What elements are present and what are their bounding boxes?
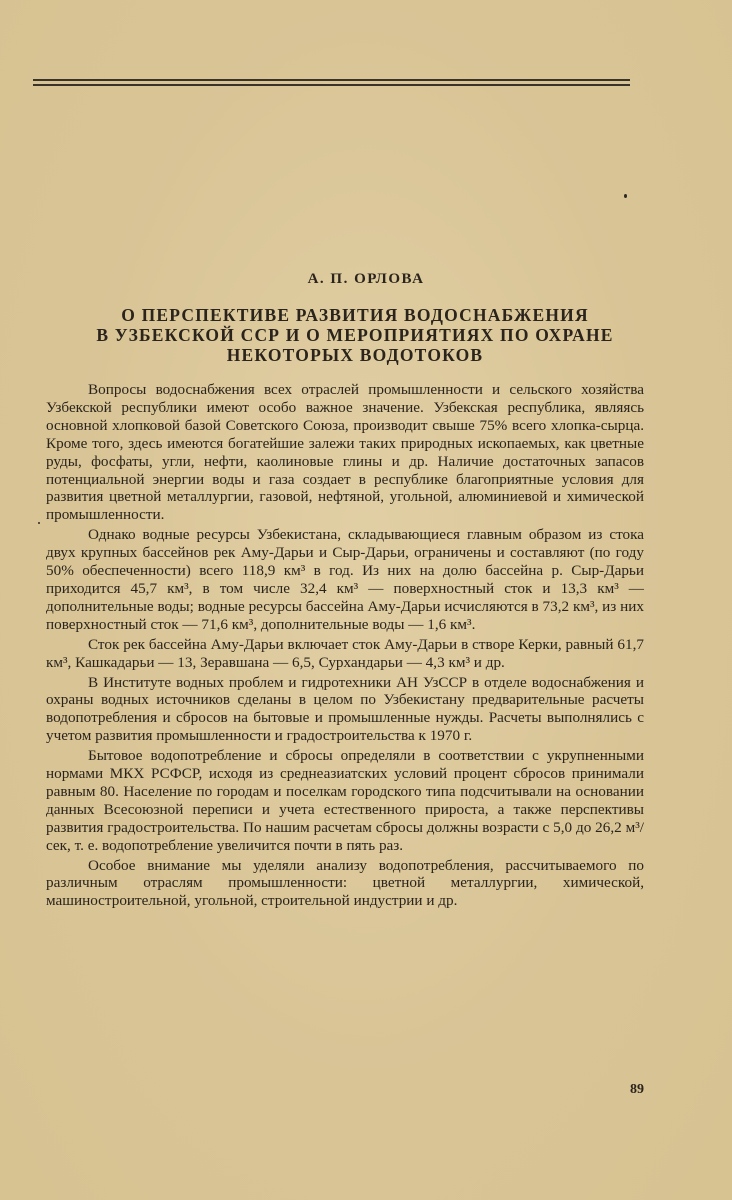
body-paragraph: Бытовое водопотребление и сбросы определяли в соответствии с укрупненными нормами МКХ РСФСР, исходя из среднеазиатских условий процент сбросов принимали равным 80. Население по городам и поселкам городского типа подсчитывали на основании данных Всесоюзной переписи и учета естественного прироста, а также перспективы развития градостроительства. По нашим расчетам сбросы должны возрасти с 5,0 до 26,2 м³/сек, т. е. водопотребление увеличится почти в пять раз. [46,747,644,854]
article-body [46,381,644,910]
header-rule-top [33,79,630,81]
header-rule-bottom [33,84,630,86]
title-line: В УЗБЕКСКОЙ ССР И О МЕРОПРИЯТИЯХ ПО ОХРАНЕ [96,325,614,345]
speck-mark [624,194,627,198]
speck-mark [38,522,40,524]
page-number: 89 [630,1082,644,1097]
article-title [60,305,650,365]
body-paragraph: Сток рек бассейна Аму-Дарьи включает сток Аму-Дарьи в створе Керки, равный 61,7 км³, Кашкадарьи — 13, Зеравшана — 6,5, Сурхандарьи — 4,3 км³ и др. [46,635,644,671]
body-paragraph: Особое внимание мы уделяли анализу водопотребления, рассчитываемого по различным отраслям промышленности: цветной металлургии, химической, машиностроительной, угольной, строительной индустрии и др. [46,856,644,910]
body-paragraph: Однако водные ресурсы Узбекистана, складывающиеся главным образом из стока двух крупных бассейнов рек Аму-Дарьи и Сыр-Дарьи, ограничены и составляют (по году 50% обеспеченности) всего 118,9 км³ в год. Из них на долю бассейна р. Сыр-Дарьи приходится 45,7 км³, в том числе 32,4 км³ — поверхностный сток и 13,3 км³ — дополнительные воды; водные ресурсы бассейна Аму-Дарьи исчисляются в 73,2 км³, из них поверхностный сток — 71,6 км³, дополнительные воды — 1,6 км³. [46,526,644,633]
body-paragraph: Вопросы водоснабжения всех отраслей промышленности и сельского хозяйства Узбекской республики имеют особо важное значение. Узбекская республика, являясь основной хлопковой базой Советского Союза, производит свыше 75% всего хлопка-сырца. Кроме того, здесь имеются богатейшие залежи таких природных ископаемых, как цветные руды, фосфаты, угли, нефти, каолиновые глины и др. Наличие достаточных запасов потенциальной энергии воды и газа создает в республике благоприятные условия для развития цветной металлургии, газовой, нефтяной, угольной, алюминиевой и химической промышленности. [46,381,644,524]
body-paragraph: В Институте водных проблем и гидротехники АН УзССР в отделе водоснабжения и охраны водных источников сделаны в целом по Узбекистану предварительные расчеты водопотребления и сбросов на бытовые и промышленные нужды. Расчеты выполнялись с учетом развития промышленности и градостроительства к 1970 г. [46,673,644,745]
article-author: А. П. ОРЛОВА [307,271,425,287]
title-line: НЕКОТОРЫХ ВОДОТОКОВ [226,345,484,365]
title-line: О ПЕРСПЕКТИВЕ РАЗВИТИЯ ВОДОСНАБЖЕНИЯ [121,305,589,325]
